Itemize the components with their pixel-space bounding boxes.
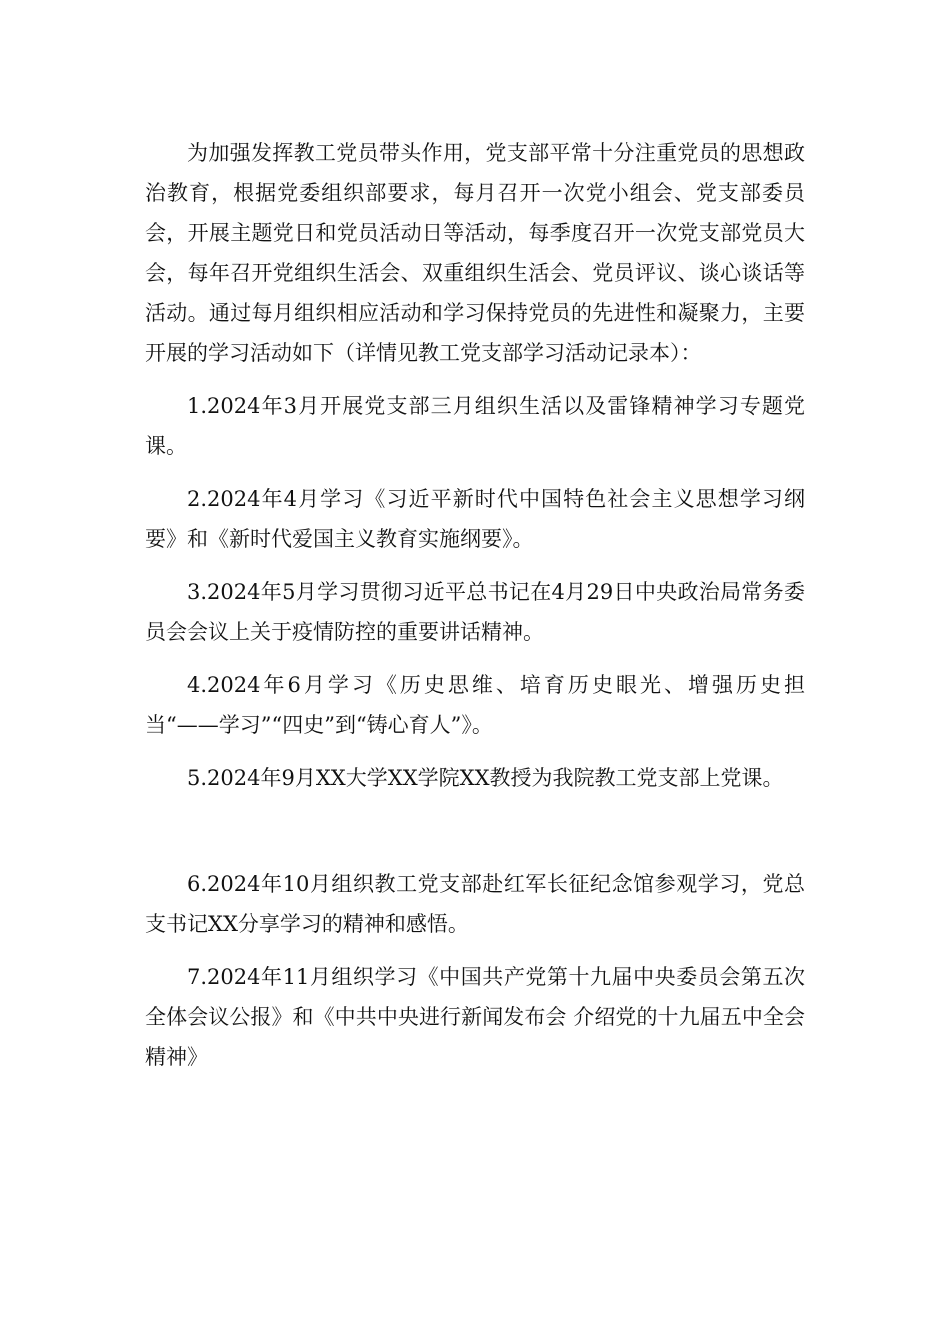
document-body — [145, 133, 805, 1090]
list-item: 6.2024年10月组织教工党支部赴红军长征纪念馆参观学习，党总支书记XX分享学习的精神和感悟。 — [145, 872, 805, 936]
list-item: 7.2024年11月组织学习《中国共产党第十九届中央委员会第五次全体会议公报》和《中共中央进行新闻发布会 介绍党的十九届五中全会精神》 — [145, 965, 805, 1069]
intro-paragraph: 为加强发挥教工党员带头作用，党支部平常十分注重党员的思想政治教育，根据党委组织部要求，每月召开一次党小组会、党支部委员会，开展主题党日和党员活动日等活动，每季度召开一次党支部党员大会，每年召开党组织生活会、双重组织生活会、党员评议、谈心谈话等活动。通过每月组织相应活动和学习保持党员的先进性和凝聚力，主要开展的学习活动如下（详情见教工党支部学习活动记录本）： — [145, 141, 805, 365]
list-item: 5.2024年9月XX大学XX学院XX教授为我院教工党支部上党课。 — [187, 766, 784, 790]
list-item: 3.2024年5月学习贯彻习近平总书记在4月29日中央政治局常务委员会会议上关于疫情防控的重要讲话精神。 — [145, 580, 805, 644]
list-item: 2.2024年4月学习《习近平新时代中国特色社会主义思想学习纲要》和《新时代爱国主义教育实施纲要》。 — [145, 487, 805, 551]
list-item: 4.2024年6月学习《历史思维、培育历史眼光、增强历史担当“——学习”“四史”到“铸心育人”》。 — [145, 673, 805, 737]
list-item: 1.2024年3月开展党支部三月组织生活以及雷锋精神学习专题党课。 — [145, 394, 805, 458]
